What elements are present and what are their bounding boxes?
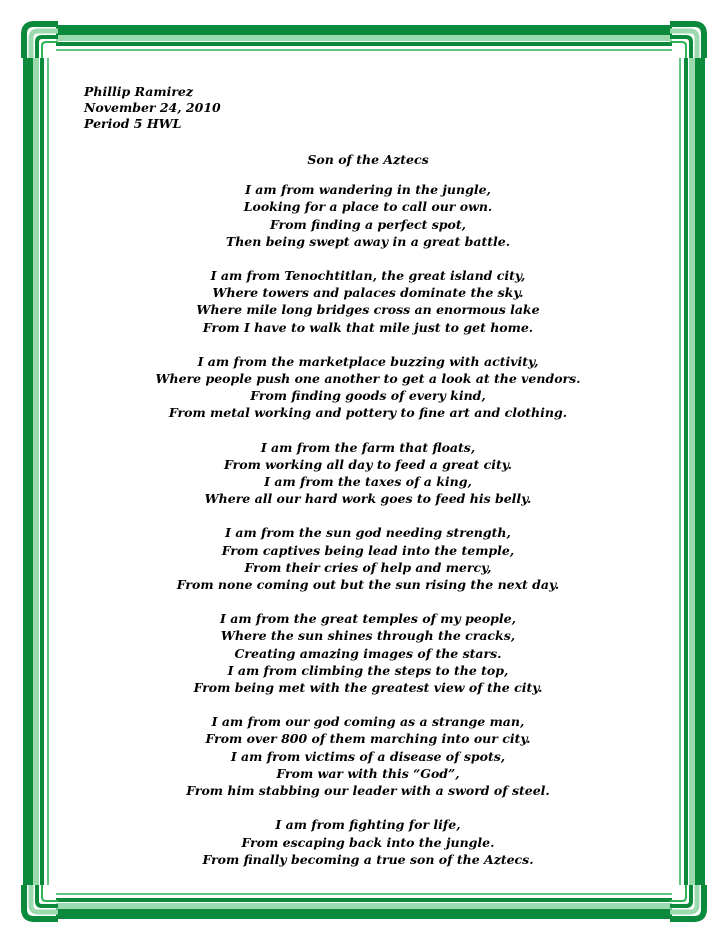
poem-line: I am from the marketplace buzzing with activity, [197,353,539,369]
poem-stanza [100,439,636,508]
class-period: Period 5 HWL [84,116,182,131]
poem-line: Where the sun shines through the cracks, [220,628,516,644]
poem-line: I am from Tenochtitlan, the great island city, [210,268,526,284]
poem-line: I am from the taxes of a king, [264,474,472,490]
poem-line: Then being swept away in a great battle. [225,233,511,249]
poem-stanzas [100,181,636,868]
poem-line: I am from the farm that floats, [260,439,476,455]
poem-stanza [100,353,636,422]
poem-line: From being met with the greatest view of the city. [193,680,543,696]
poem-line: Where mile long bridges cross an enormous lake [196,302,540,318]
poem-line: From war with this “God”, [276,765,460,781]
poem-stanza [100,816,636,868]
poem-line: From over 800 of them marching into our city. [205,731,531,747]
poem-line: From metal working and pottery to fine art and clothing. [168,405,568,421]
author-header [84,84,221,132]
author-name: Phillip Ramirez [84,84,193,99]
poem-line: From finding goods of every kind, [250,388,486,404]
corner-ornament-top-left [22,24,58,58]
poem-line: From captives being lead into the temple, [221,542,515,558]
poem-line: I am from climbing the steps to the top, [227,662,509,678]
poem-line: Where towers and palaces dominate the sky. [212,285,524,301]
poem-line: I am from fighting for life, [275,817,461,833]
poem-line: I am from wandering in the jungle, [245,182,491,198]
poem-line: Where all our hard work goes to feed his belly. [204,491,532,507]
corner-ornament-top-right [670,24,706,58]
poem-stanza [100,610,636,696]
poem-line: From their cries of help and mercy, [244,559,492,575]
corner-ornament-bottom-right [670,885,706,919]
poem-stanza [100,713,636,799]
poem-stanza [100,181,636,250]
poem-stanza [100,267,636,336]
poem [100,151,636,885]
corner-ornament-bottom-left [22,885,58,919]
date-line: November 24, 2010 [84,100,221,115]
poem-line: From finding a perfect spot, [269,216,467,232]
poem-line: I am from the sun god needing strength, [225,525,511,541]
poem-line: I am from the great temples of my people, [220,611,516,627]
poem-line: Looking for a place to call our own. [243,199,493,215]
poem-line: From finally becoming a true son of the Aztecs. [202,851,534,867]
poem-line: From him stabbing our leader with a sword of steel. [186,783,550,799]
poem-line: Creating amazing images of the stars. [234,645,502,661]
poem-line: I am from our god coming as a strange man, [211,714,525,730]
poem-line: From working all day to feed a great city. [224,456,512,472]
poem-line: From I have to walk that mile just to get home. [202,319,534,335]
poem-title: Son of the Aztecs [307,152,429,167]
poem-line: From none coming out but the sun rising the next day. [176,577,560,593]
poem-line: From escaping back into the jungle. [241,834,495,850]
poem-line: I am from victims of a disease of spots, [230,748,506,764]
poem-line: Where people push one another to get a look at the vendors. [155,371,581,387]
poem-stanza [100,524,636,593]
